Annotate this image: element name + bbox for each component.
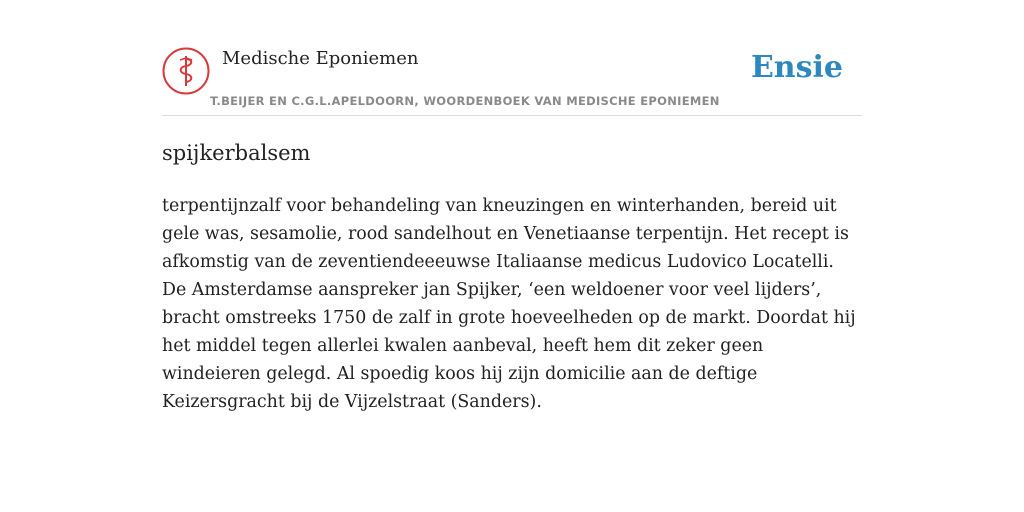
page-header <box>162 45 862 116</box>
entry-term: spijkerbalsem <box>162 141 311 165</box>
caduceus-icon[interactable] <box>162 47 210 95</box>
entry-definition: terpentijnzalf voor behandeling van kneuzingen en winterhanden, bereid uit gele was, sesamolie, rood sandelhout en Venetiaanse terpentijn. Het recept is afkomstig van de zeventiendeeeuwse Italiaanse medicus Ludovico Locatelli. De Amsterdamse aanspreker jan Spijker, ‘een weldoener voor veel lijders’, bracht omstreeks 1750 de zalf in grote hoeveelheden op de markt. Doordat hij het middel tegen allerlei kwalen aanbeval, heeft hem dit zeker geen windeieren gelegd. Al spoedig koos hij zijn domicilie aan de deftige Keizersgracht bij de Vijzelstraat (Sanders). <box>162 196 856 412</box>
dictionary-source: T.BEIJER EN C.G.L.APELDOORN, WOORDENBOEK VAN MEDISCHE EPONIEMEN <box>210 94 720 108</box>
dictionary-title[interactable]: Medische Eponiemen <box>222 48 419 69</box>
ensie-logo[interactable]: Ensie <box>750 50 843 85</box>
